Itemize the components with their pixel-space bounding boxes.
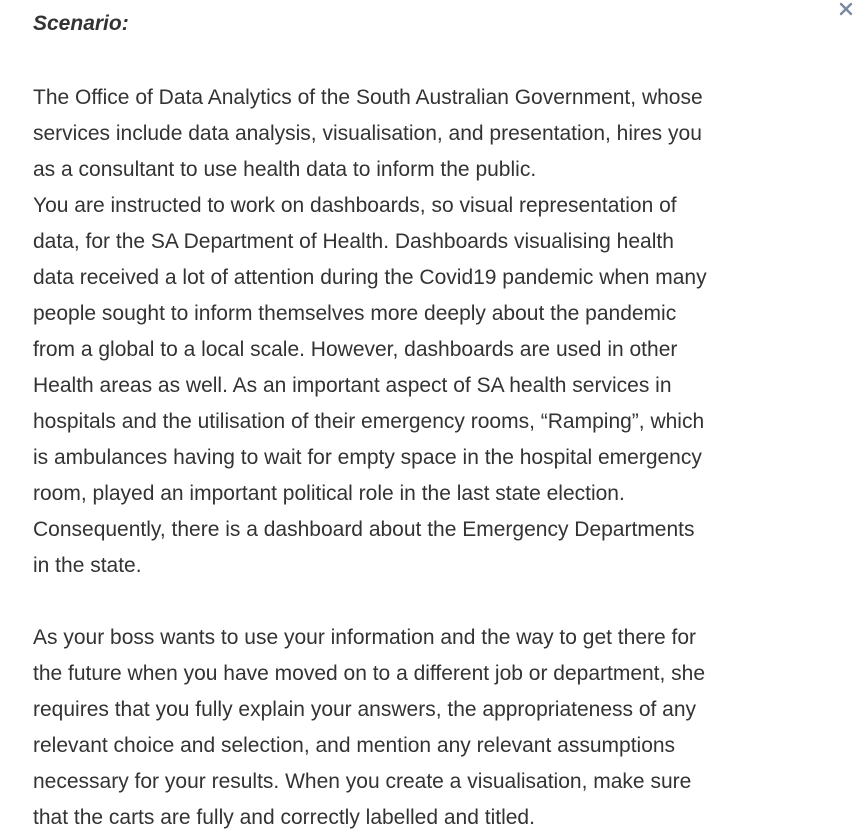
paragraph-line: that the carts are fully and correctly labelled and titled. — [33, 806, 535, 829]
paragraph-line: requires that you fully explain your answers, the appropriateness of any — [33, 698, 697, 721]
paragraph-line: is ambulances having to wait for empty space in the hospital emergency — [33, 446, 702, 469]
paragraph-line: services include data analysis, visualisation, and presentation, hires you — [33, 122, 702, 145]
close-icon — [839, 2, 853, 16]
paragraph-line: the future when you have moved on to a different job or department, she — [33, 662, 706, 685]
paragraph-line: relevant choice and selection, and mention any relevant assumptions — [33, 734, 676, 757]
paragraph-line: data, for the SA Department of Health. Dashboards visualising health — [33, 230, 674, 253]
paragraph-line: data received a lot of attention during the Covid19 pandemic when many — [33, 266, 707, 289]
paragraph-line: The Office of Data Analytics of the South Australian Government, whose — [33, 86, 703, 109]
scenario-heading: Scenario: — [33, 12, 129, 35]
paragraph-line: As your boss wants to use your information and the way to get there for — [33, 626, 697, 649]
paragraph-line: room, played an important political role in the last state election. — [33, 482, 625, 505]
paragraph-line: people sought to inform themselves more deeply about the pandemic — [33, 302, 677, 325]
paragraph-line: as a consultant to use health data to inform the public. — [33, 158, 537, 181]
paragraph-line: necessary for your results. When you create a visualisation, make sure — [33, 770, 692, 793]
paragraph-line: in the state. — [33, 554, 142, 577]
paragraph-line: hospitals and the utilisation of their emergency rooms, “Ramping”, which — [33, 410, 705, 433]
scenario-paragraph-1 — [33, 80, 833, 584]
paragraph-line: You are instructed to work on dashboards, so visual representation of — [33, 194, 677, 217]
paragraph-line: Health areas as well. As an important aspect of SA health services in — [33, 374, 672, 397]
paragraph-line: from a global to a local scale. However, dashboards are used in other — [33, 338, 678, 361]
paragraph-line: Consequently, there is a dashboard about the Emergency Departments — [33, 518, 695, 541]
close-button[interactable] — [835, 0, 857, 20]
scenario-paragraph-2 — [33, 620, 833, 836]
scenario-content — [33, 10, 833, 836]
